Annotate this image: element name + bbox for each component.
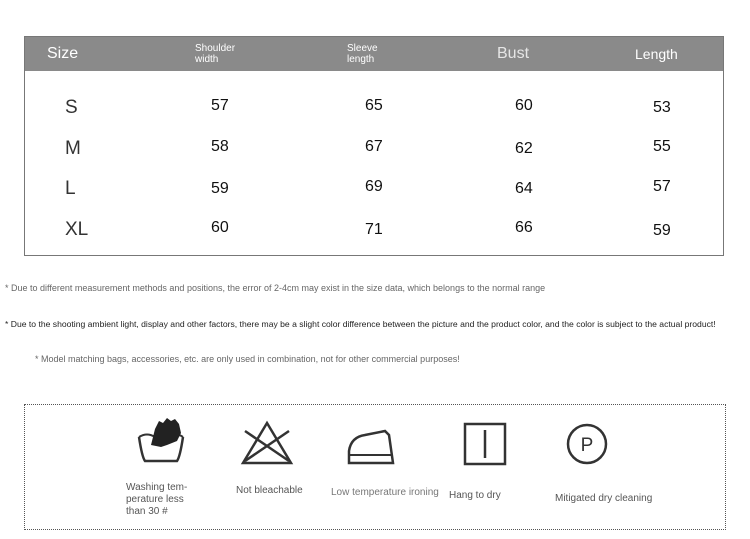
length-cell: 55	[653, 138, 671, 155]
table-row	[25, 138, 723, 178]
sleeve-cell: 71	[365, 221, 383, 238]
shoulder-cell: 58	[211, 138, 229, 155]
table-row	[25, 97, 723, 137]
bleach-label: Not bleachable	[236, 485, 303, 496]
hang-label: Hang to dry	[449, 490, 501, 501]
washing-label	[126, 482, 187, 518]
iron-label: Low temperature ironing	[331, 487, 439, 498]
note-measurement-error: * Due to different measurement methods and positions, the error of 2-4cm may exist in the size data, which belongs to the normal range	[5, 283, 546, 293]
header-length: Length	[635, 46, 678, 62]
size-table-header	[25, 37, 723, 71]
no-bleach-icon	[239, 419, 295, 472]
header-bust: Bust	[497, 45, 530, 62]
header-sleeve-line2: length	[347, 54, 375, 65]
care-instructions-panel	[24, 404, 726, 530]
washing-label-line1: Washing tem-	[126, 482, 188, 493]
header-shoulder-line1: Shoulder	[195, 43, 236, 54]
header-shoulder-width	[195, 37, 255, 71]
header-sleeve-line1: Sleeve	[347, 43, 378, 54]
length-cell: 53	[653, 99, 671, 116]
bust-cell: 66	[515, 219, 533, 236]
sleeve-cell: 65	[365, 97, 383, 114]
header-sleeve-length	[347, 37, 407, 71]
bust-cell: 60	[515, 97, 533, 114]
size-cell: L	[65, 178, 76, 199]
washing-label-line2: perature less	[126, 494, 184, 505]
table-row	[25, 178, 723, 218]
bust-cell: 62	[515, 140, 533, 157]
note-color-difference: * Due to the shooting ambient light, display and other factors, there may be a slight color difference between the picture and the product color, and the color is subject to the actual product!	[5, 319, 716, 329]
dry-clean-label: Mitigated dry cleaning	[555, 493, 653, 504]
dry-clean-symbol: P	[580, 435, 594, 456]
hand-wash-icon	[133, 415, 189, 472]
low-iron-icon	[345, 425, 401, 470]
size-cell: S	[65, 97, 78, 118]
washing-label-line3: than 30 #	[126, 506, 168, 517]
hang-dry-icon	[462, 421, 508, 472]
size-cell: XL	[65, 219, 89, 240]
header-shoulder-line2: width	[195, 54, 219, 65]
length-cell: 57	[653, 178, 671, 195]
size-table	[24, 36, 724, 256]
shoulder-cell: 57	[211, 97, 229, 114]
length-cell: 59	[653, 222, 671, 239]
sleeve-cell: 69	[365, 178, 383, 195]
size-cell: M	[65, 138, 81, 159]
shoulder-cell: 60	[211, 219, 229, 236]
shoulder-cell: 59	[211, 180, 229, 197]
note-model-accessories: * Model matching bags, accessories, etc. are only used in combination, not for other commercial purposes!	[35, 354, 460, 364]
bust-cell: 64	[515, 180, 533, 197]
table-row	[25, 219, 723, 259]
sleeve-cell: 67	[365, 138, 383, 155]
dry-clean-p-icon	[565, 422, 609, 471]
header-size: Size	[47, 45, 79, 62]
